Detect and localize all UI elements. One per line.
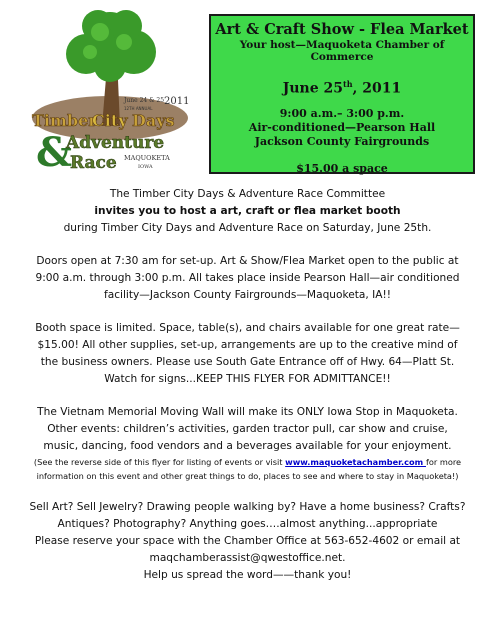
event-time: 9:00 a.m.– 3:00 p.m. — [279, 106, 405, 120]
booth-line-4: Watch for signs...KEEP THIS FLYER FOR ADMITTANCE!! — [104, 373, 391, 385]
timber-city-days-logo — [20, 8, 200, 178]
booth-line-2: $15.00! All other supplies, set-up, arrangements are up to the creative mind of — [37, 339, 458, 351]
events-line-2: Other events: children’s activities, garden tractor pull, car show and cruise, — [47, 423, 448, 435]
logo-word-race: Race — [70, 153, 117, 173]
reverse-note-line-2: information on this event and other great things to do, places to see and where to stay in Maquoketa!) — [36, 471, 459, 481]
intro-line-2: invites you to host a art, craft or flea market booth — [94, 205, 401, 217]
logo-city: MAQUOKETA — [124, 154, 170, 162]
events-line-1: The Vietnam Memorial Moving Wall will make its ONLY Iowa Stop in Maquoketa. — [37, 406, 458, 418]
sell-line-3: Please reserve your space with the Chamber Office at 563-652-4602 or email at — [34, 535, 461, 547]
booth-line-3: the business owners. Please use South Gate Entrance off of Hwy. 64—Platt St. — [40, 356, 455, 368]
logo-state: IOWA — [138, 164, 153, 170]
tree-foliage — [66, 10, 156, 82]
logo-ampersand: & — [36, 129, 73, 176]
event-date: June 25th, 2011 — [282, 79, 402, 97]
sell-line-2: Antiques? Photography? Anything goes….almost anything...appropriate — [57, 518, 438, 530]
doors-line-1: Doors open at 7:30 am for set-up. Art & Show/Flea Market open to the public at — [36, 255, 459, 267]
doors-line-2: 9:00 a.m. through 3:00 p.m. All takes place inside Pearson Hall—air conditioned — [35, 272, 460, 284]
booth-line-1: Booth space is limited. Space, table(s), and chairs available for one great rate— — [35, 322, 460, 334]
closing-line: Help us spread the word——thank you! — [143, 569, 352, 581]
event-host: Your host—Maquoketa Chamber of Commerce — [239, 39, 445, 63]
events-line-3: music, dancing, food vendors and a beverages available for your enjoyment. — [43, 440, 452, 452]
intro-line-3: during Timber City Days and Adventure Race on Saturday, June 25th. — [63, 222, 432, 234]
logo-date: June 24 & 25 — [124, 97, 165, 104]
event-title: Art & Craft Show - Flea Market — [215, 21, 469, 38]
event-info-box — [209, 14, 475, 174]
reverse-note-line-1: (See the reverse side of this flyer for listing of events or visit www.maquoketachamber.com for more — [33, 457, 462, 467]
contact-email: maqchamberassist@qwestoffice.net. — [149, 552, 346, 564]
logo-word-timber: Timber — [32, 111, 97, 130]
logo-word-days: Days — [132, 111, 175, 130]
event-location-fairgrounds: Jackson County Fairgrounds — [254, 134, 430, 148]
intro-line-1: The Timber City Days & Adventure Race Committee — [109, 188, 386, 200]
doors-line-3: facility—Jackson County Fairgrounds—Maquoketa, IA!! — [103, 289, 392, 301]
logo-annual: 12TH ANNUAL — [124, 106, 153, 111]
sell-line-1: Sell Art? Sell Jewelry? Drawing people walking by? Have a home business? Crafts? — [29, 501, 466, 513]
event-price: $15.00 a space — [296, 161, 388, 175]
logo-word-city: City — [92, 111, 128, 130]
event-location-hall: Air-conditioned—Pearson Hall — [248, 120, 436, 134]
logo-year: 2011 — [164, 96, 190, 107]
logo-word-adventure: Adventure — [66, 133, 165, 153]
chamber-website-link[interactable]: www.maquoketachamber.com — [285, 457, 426, 467]
flyer-body — [0, 186, 495, 584]
